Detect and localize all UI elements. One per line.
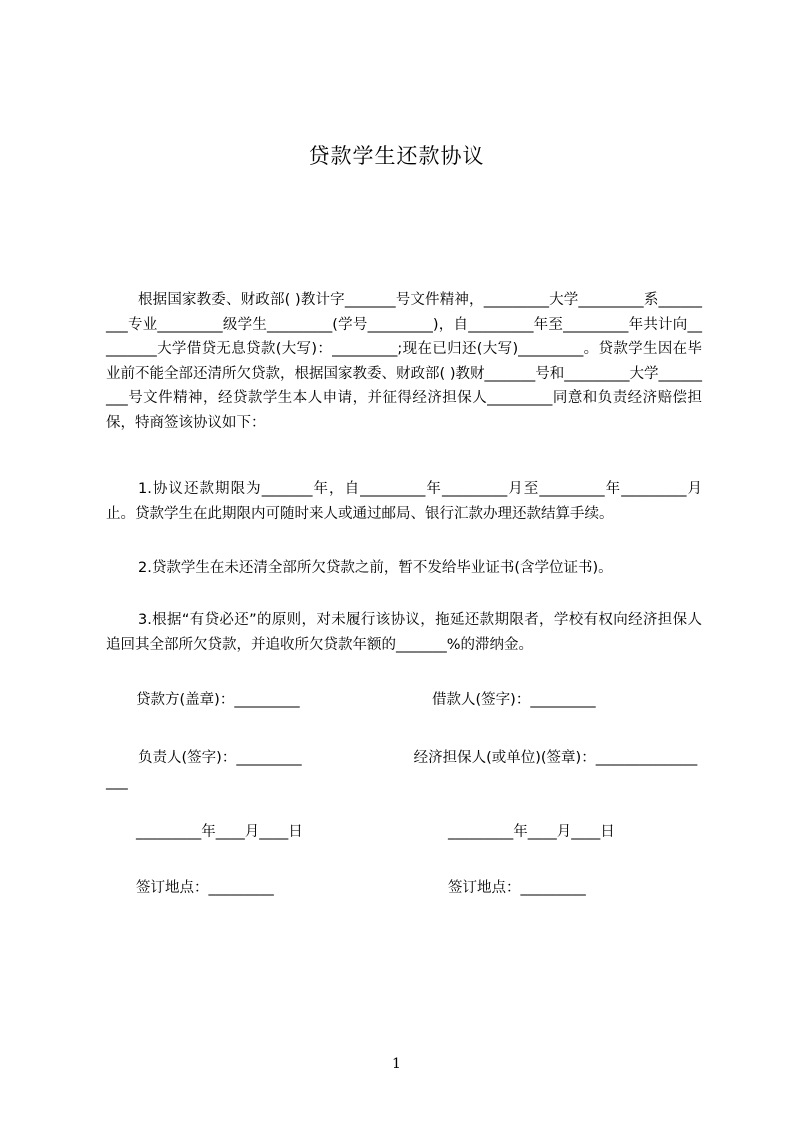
signing-place-left: 签订地点：_________	[136, 880, 274, 896]
person-in-charge-signature-line: 负责人(签字)：_________	[138, 750, 302, 766]
clause-2: 2.贷款学生在未还清全部所欠贷款之前，暂不发给毕业证书(含学位证书)。	[138, 560, 613, 576]
lender-seal-line: 贷款方(盖章)：_________	[136, 692, 300, 708]
clause-3: 3.根据“有贷必还”的原则，对未履行该协议，拖延还款期限者，学校有权向经济担保人追回其全部所欠贷款，并追收所欠贷款年额的_______%的滞纳金。	[106, 612, 702, 653]
signature-row-2	[106, 746, 702, 794]
guarantor-signature-line: 经济担保人(或单位)(签章)：_________________	[106, 750, 698, 790]
document-title: 贷款学生还款协议	[308, 144, 485, 168]
intro-paragraph: 根据国家教委、财政部( )教计字_______号文件精神，_________大学_________系_________专业_________级学生_________(学号_________)，自_________年至_________年共计向_________大学借贷无息贷款(大写)：_________;现在已归还(大写)_________。贷款学生因在毕业前不能全部还清所欠贷款，根据国家教委、财政部( )教财_______号和_________大学_________号文件精神，经贷款学生本人申请，并征得经济担保人_________同意和负责经济赔偿担保，特商签该协议如下：	[106, 292, 702, 431]
page-number: 1	[392, 1056, 401, 1072]
date-line-left: _________年____月____日	[136, 824, 303, 840]
clause-1: 1.协议还款期限为_______年，自_________年_________月至_________年_________月止。贷款学生在此期限内可随时来人或通过邮局、银行汇款办理还款结算手续。	[106, 481, 702, 522]
signing-place-right: 签订地点：_________	[448, 880, 586, 896]
date-line-right: _________年____月____日	[448, 824, 615, 840]
borrower-signature-line: 借款人(签字)：_________	[432, 692, 596, 708]
